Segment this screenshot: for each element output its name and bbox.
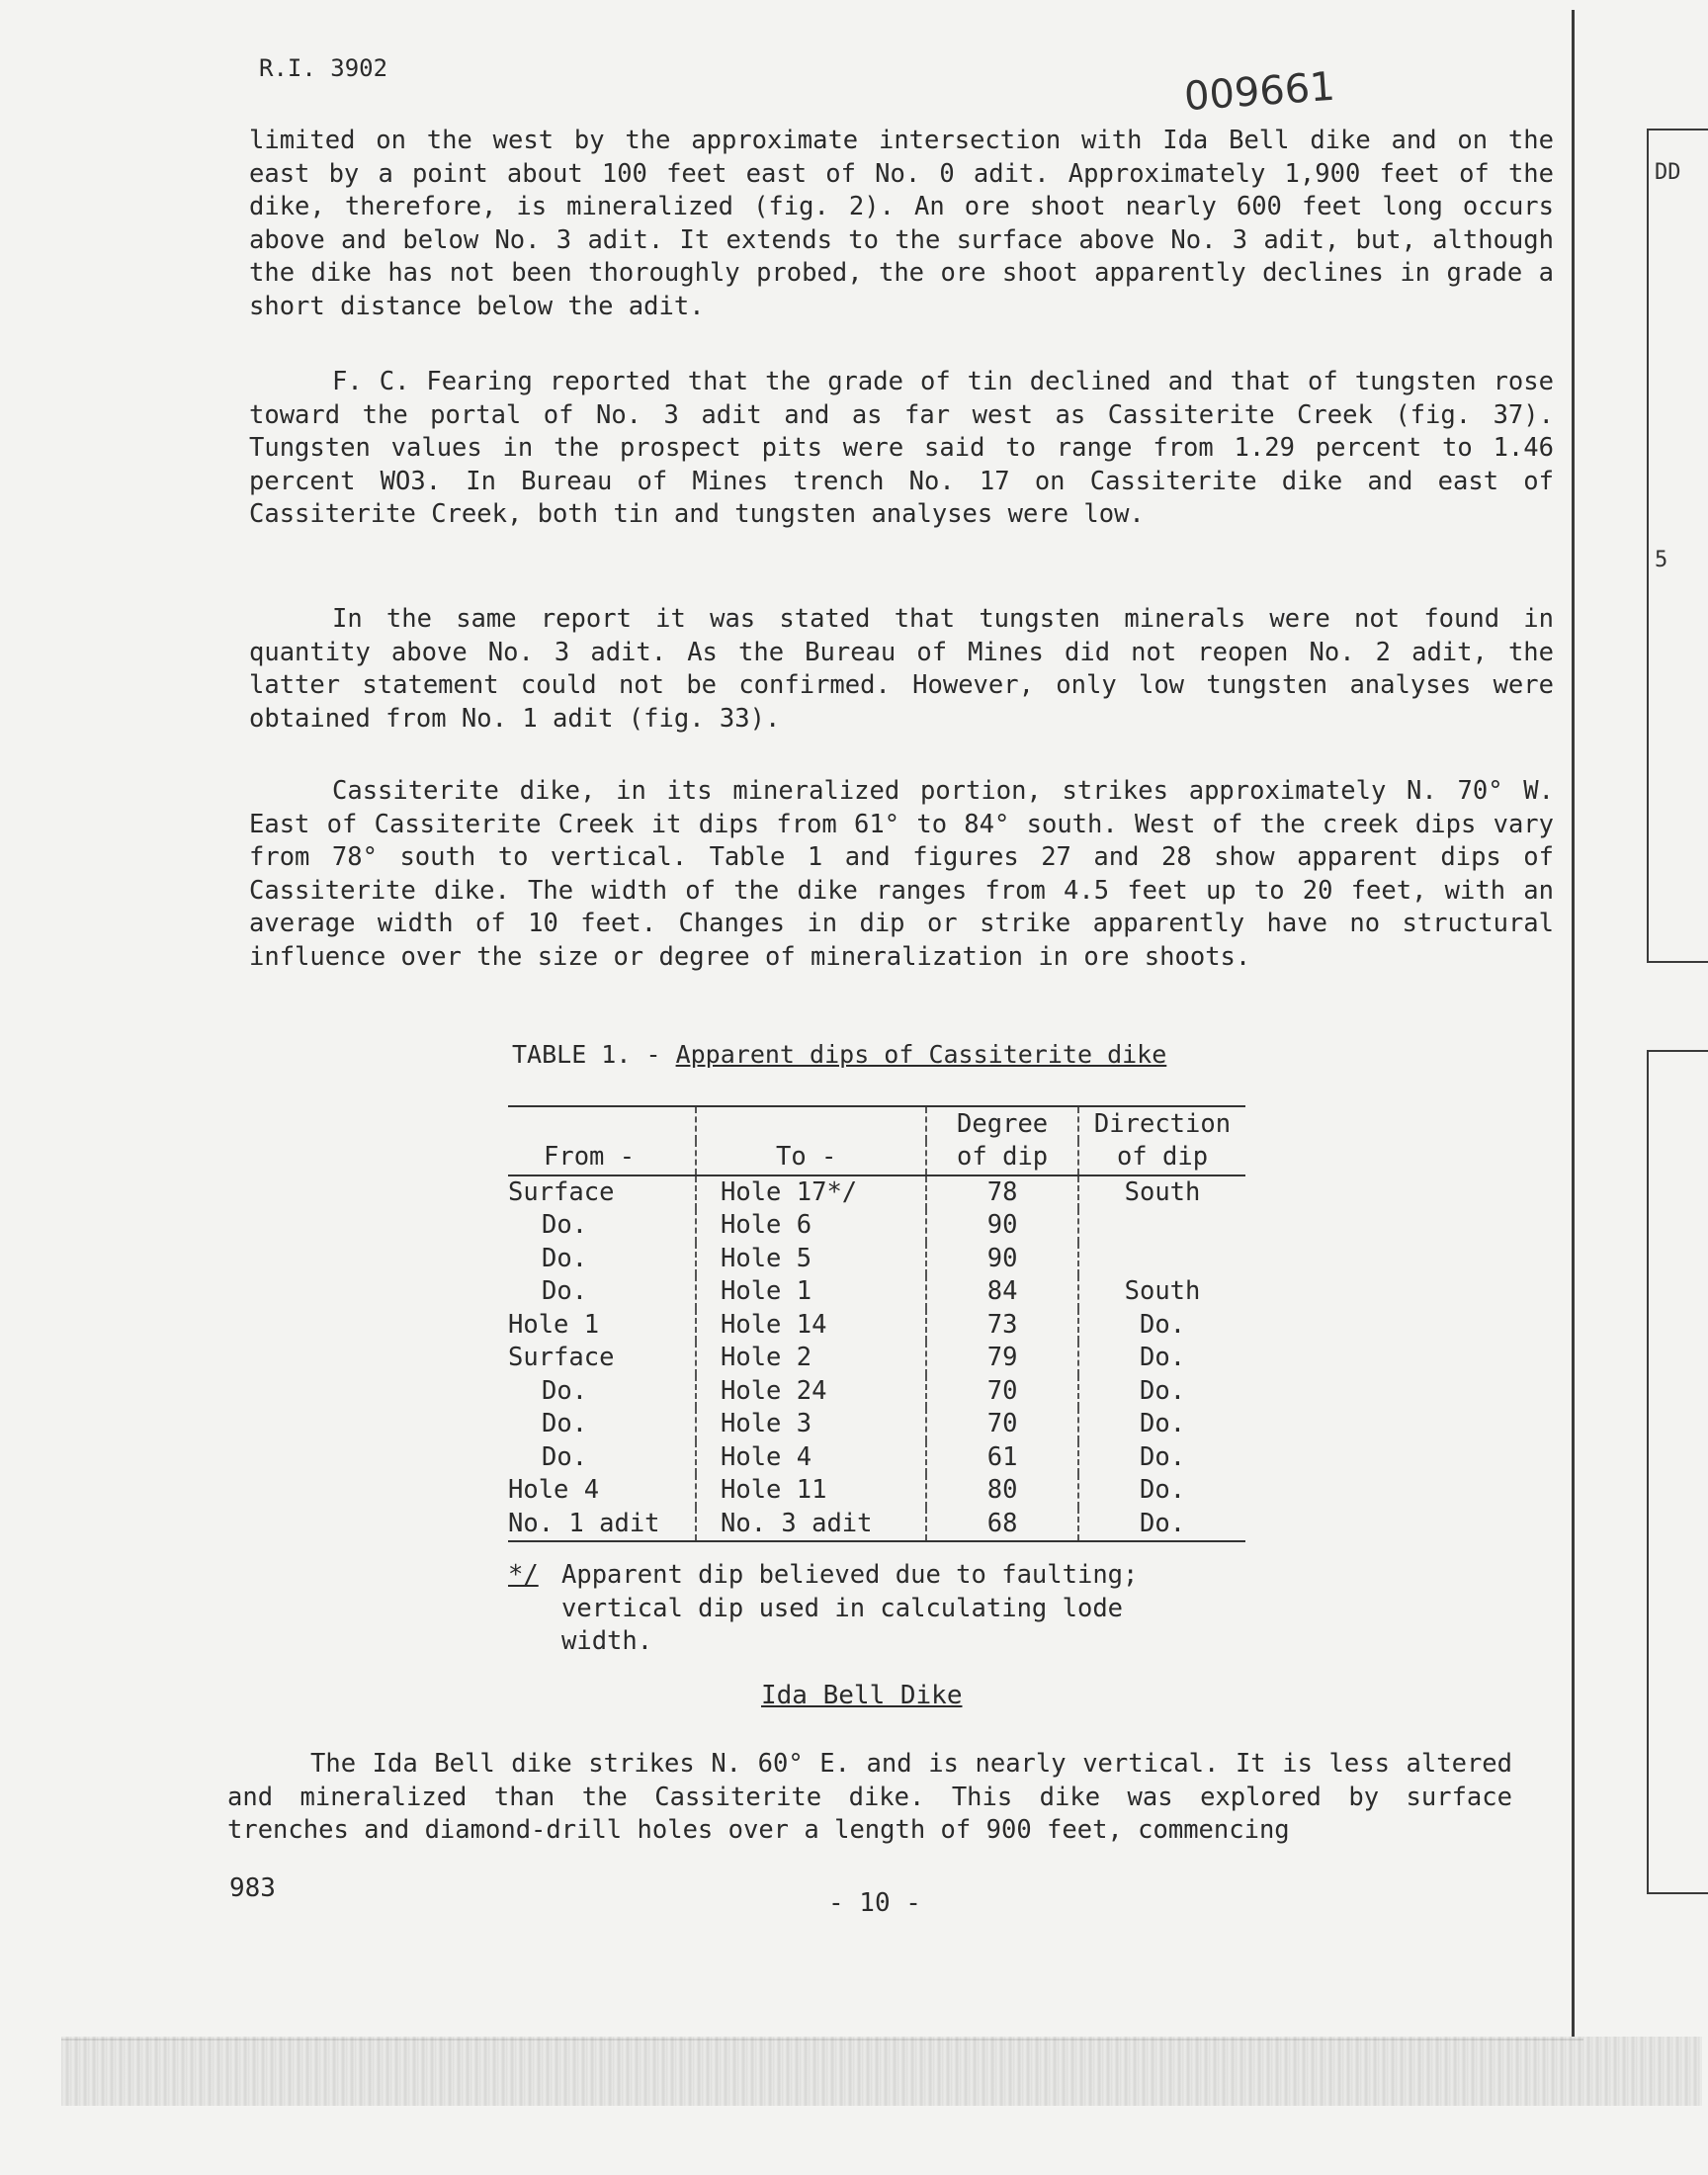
cell-to: No. 3 adit xyxy=(696,1508,926,1542)
cell-from: Do. xyxy=(542,1210,588,1240)
dips-table xyxy=(508,1105,1245,1542)
cell-direction: Do. xyxy=(1078,1375,1245,1409)
cell-to: Hole 5 xyxy=(696,1243,926,1276)
cell-degree: 70 xyxy=(926,1408,1078,1441)
cell-from: Do. xyxy=(542,1409,588,1438)
closing-paragraph: The Ida Bell dike strikes N. 60° E. and is nearly vertical. It is less altered and mineralized than the Cassiterite dike. This dike was explored by surface trenches and diamond-drill holes over a length of 900 feet, commencing xyxy=(227,1749,1512,1845)
cell-to: Hole 2 xyxy=(696,1342,926,1375)
cell-direction: South xyxy=(1078,1275,1245,1309)
header-direction-bottom: of dip xyxy=(1078,1141,1245,1175)
cell-direction xyxy=(1078,1243,1245,1276)
cell-degree: 80 xyxy=(926,1474,1078,1508)
page-edge-line xyxy=(1572,10,1575,2037)
margin-tab-bottom xyxy=(1647,1050,1708,1894)
cell-from: Hole 4 xyxy=(508,1475,600,1505)
table-row xyxy=(508,1275,1245,1309)
header-degree-top: Degree xyxy=(926,1106,1078,1141)
report-reference: R.I. 3902 xyxy=(259,54,388,82)
scan-noise-band xyxy=(61,2037,1702,2106)
cell-to: Hole 6 xyxy=(696,1209,926,1243)
cell-degree: 79 xyxy=(926,1342,1078,1375)
cell-direction: South xyxy=(1078,1175,1245,1210)
cell-degree: 84 xyxy=(926,1275,1078,1309)
cell-to: Hole 3 xyxy=(696,1408,926,1441)
cell-from: Surface xyxy=(508,1176,615,1207)
page-number: - 10 - xyxy=(828,1888,921,1918)
cell-to: Hole 11 xyxy=(696,1474,926,1508)
table-row xyxy=(508,1375,1245,1409)
cell-direction: Do. xyxy=(1078,1441,1245,1475)
cell-from: Surface xyxy=(508,1343,615,1372)
cell-from: Do. xyxy=(542,1375,588,1406)
cell-degree: 68 xyxy=(926,1508,1078,1542)
cell-to: Hole 14 xyxy=(696,1309,926,1343)
table-row xyxy=(508,1408,1245,1441)
cell-to: Hole 4 xyxy=(696,1441,926,1475)
table-row xyxy=(508,1474,1245,1508)
footnote-text: Apparent dip believed due to faulting; vertical dip used in calculating lode width. xyxy=(561,1560,1139,1656)
table-row xyxy=(508,1243,1245,1276)
cell-degree: 78 xyxy=(926,1175,1078,1210)
cell-direction: Do. xyxy=(1078,1309,1245,1343)
margin-tab-top-label: DD xyxy=(1655,160,1681,185)
cell-degree: 90 xyxy=(926,1243,1078,1276)
margin-tab-top xyxy=(1647,129,1708,963)
paragraph-1: limited on the west by the approximate intersection with Ida Bell dike and on the east by a point about 100 feet east of No. 0 adit. Approximately 1,900 feet of the dike, therefore, is mineralized (fig. 2). An ore shoot nearly 600 feet long occurs above and below No. 3 adit. It extends to the surface above No. 3 adit, but, although the dike has not been thoroughly probed, the ore shoot apparently declines in grade a short distance below the adit. xyxy=(249,126,1554,321)
dips-table-body xyxy=(508,1175,1245,1542)
cell-degree: 73 xyxy=(926,1309,1078,1343)
header-degree-bottom: of dip xyxy=(926,1141,1078,1175)
cell-to: Hole 17*/ xyxy=(696,1175,926,1210)
table-row xyxy=(508,1508,1245,1542)
cell-from: No. 1 adit xyxy=(508,1508,660,1538)
cell-to: Hole 1 xyxy=(696,1275,926,1309)
cell-from: Hole 1 xyxy=(508,1309,600,1340)
table-row xyxy=(508,1342,1245,1375)
header-from: From - xyxy=(544,1142,636,1172)
cell-direction: Do. xyxy=(1078,1474,1245,1508)
cell-to: Hole 24 xyxy=(696,1375,926,1409)
table-title xyxy=(512,1040,1166,1069)
table-row xyxy=(508,1441,1245,1475)
table-row xyxy=(508,1209,1245,1243)
stamp-number: 009661 xyxy=(1182,63,1337,121)
cell-direction: Do. xyxy=(1078,1408,1245,1441)
doc-number: 983 xyxy=(229,1873,276,1903)
cell-from: Do. xyxy=(542,1441,588,1472)
paragraph-3: In the same report it was stated that tungsten minerals were not found in quantity above No. 3 adit. As the Bureau of Mines did not reopen No. 2 adit, the latter statement could not be confirmed. However, only low tungsten analyses were obtained from No. 1 adit (fig. 33). xyxy=(249,604,1554,734)
paragraph-4: Cassiterite dike, in its mineralized portion, strikes approximately N. 70° W. East of Cassiterite Creek it dips from 61° to 84° south. West of the creek dips vary from 78° south to vertical. Table 1 and figures 27 and 28 show apparent dips of Cassiterite dike. The width of the dike ranges from 4.5 feet up to 20 feet, with an average width of 10 feet. Changes in dip or strike apparently have no structural influence over the size or degree of mineralization in ore shoots. xyxy=(249,776,1554,972)
cell-degree: 61 xyxy=(926,1441,1078,1475)
margin-tab-mid-label: 5 xyxy=(1655,548,1668,572)
table-row xyxy=(508,1175,1245,1210)
paragraph-2: F. C. Fearing reported that the grade of tin declined and that of tungsten rose toward the portal of No. 3 adit and as far west as Cassiterite Creek (fig. 37). Tungsten values in the prospect pits were said to range from 1.29 percent to 1.46 percent WO3. In Bureau of Mines trench No. 17 on Cassiterite dike and east of Cassiterite Creek, both tin and tungsten analyses were low. xyxy=(249,367,1554,529)
table-row xyxy=(508,1309,1245,1343)
cell-from: Do. xyxy=(542,1243,588,1273)
table-title-prefix: TABLE 1. - xyxy=(512,1040,676,1069)
cell-direction: Do. xyxy=(1078,1342,1245,1375)
cell-degree: 90 xyxy=(926,1209,1078,1243)
cell-degree: 70 xyxy=(926,1375,1078,1409)
section-heading: Ida Bell Dike xyxy=(761,1681,963,1710)
header-to: To - xyxy=(696,1141,926,1175)
header-direction-top: Direction xyxy=(1078,1106,1245,1141)
cell-from: Do. xyxy=(542,1276,588,1306)
table-title-main: Apparent dips of Cassiterite dike xyxy=(675,1040,1167,1069)
table-footnote xyxy=(508,1559,1214,1659)
cell-direction: Do. xyxy=(1078,1508,1245,1542)
cell-direction xyxy=(1078,1209,1245,1243)
footnote-mark: */ xyxy=(508,1560,539,1590)
